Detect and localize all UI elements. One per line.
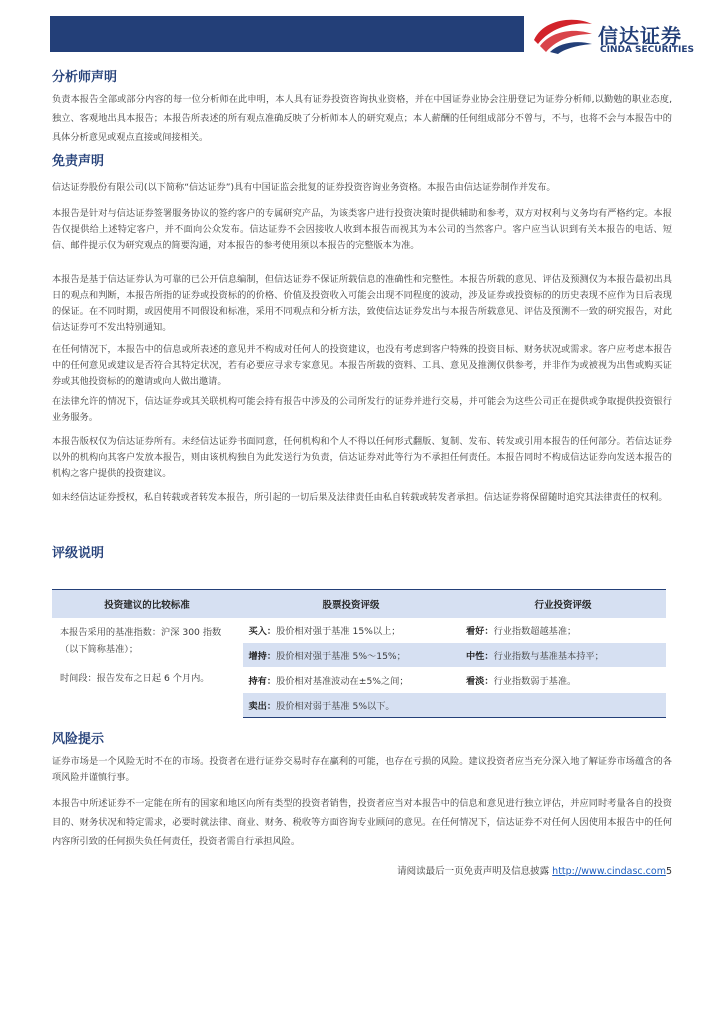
rating-standard-period: 时间段：报告发布之日起 6 个月内。 [60,672,210,684]
industry-rating-cell [460,693,666,718]
risk-title: 风险提示 [52,732,105,747]
stock-rating-desc: 股价相对基准波动在±5%之间； [276,676,409,687]
disclaimer-title: 免责声明 [52,154,105,169]
stock-rating-term: 增持： [248,651,277,662]
rating-header-industry: 行业投资评级 [460,590,666,618]
stock-rating-cell [242,668,460,693]
disclaimer-paragraph: 本报告是基于信达证券认为可靠的已公开信息编制，但信达证券不保证所载信息的准确性和完整性。本报告所载的意见、评估及预测仅为本报告最初出具日的观点和判断，本报告所指的证券或投资标的的价格、价值及投资收入可能会出现不同程度的波动，涉及证券或投资标的的历史表现不应作为日后表现的保证。在不同时期，或因使用不同假设和标准，采用不同观点和分析方法，致使信达证券发出与本报告所载意见、评估及预测不一致的研究报告，对此信达证券可不发出特别通知。 [52,274,672,333]
logo-english-name: CINDA SECURITIES [600,45,694,55]
footer-website-link[interactable]: http://www.cindasc.com [552,866,666,877]
rating-table-header-row [52,590,666,618]
risk-paragraph: 本报告中所述证券不一定能在所有的国家和地区向所有类型的投资者销售，投资者应当对本报告中的信息和意见进行独立评估，并应同时考量各自的投资目的、财务状况和特定需求，必要时就法律、商业、财务、税收等方面咨询专业顾问的意见。在任何情况下，信达证券不对任何人因使用本报告中的任何内容所引致的任何损失负任何责任，投资者需自行承担风险。 [52,798,672,847]
stock-rating-desc: 股价相对强于基准 5%～15%； [276,651,406,662]
analyst-statement-title: 分析师声明 [52,70,118,85]
disclaimer-paragraph: 本报告是针对与信达证券签署服务协议的签约客户的专属研究产品，为该类客户进行投资决策时提供辅助和参考，双方对权利与义务均有严格约定。本报告仅提供给上述特定客户，并不面向公众发布。信达证券不会因接收人收到本报告而视其为本公司的当然客户。客户应当认识到有关本报告的电话、短信、邮件提示仅为研究观点的简要沟通，对本报告的参考使用须以本报告的完整版本为准。 [52,208,672,251]
cinda-swoosh-icon [530,14,596,56]
stock-rating-term: 持有： [248,676,277,687]
disclaimer-paragraph: 在任何情况下，本报告中的信息或所表述的意见并不构成对任何人的投资建议，也没有考虑到客户特殊的投资目标、财务状况或需求。客户应考虑本报告中的任何意见或建议是否符合其特定状况，若有必要应寻求专家意见。本报告所载的资料、工具、意见及推测仅供参考，并非作为或被视为出售或购买证券或其他投资标的的邀请或向人做出邀请。 [52,344,672,387]
stock-rating-cell [242,693,460,718]
header-bar [50,16,524,52]
stock-rating-cell [242,618,460,643]
rating-table [52,589,666,718]
industry-rating-term: 看好： [466,625,494,637]
disclaimer-paragraph: 本报告版权仅为信达证券所有。未经信达证券书面同意，任何机构和个人不得以任何形式翻版、复制、发布、转发或引用本报告的任何部分。若信达证券以外的机构向其客户发放本报告，则由该机构独自为此发送行为负责，信达证券对此等行为不承担任何责任。本报告同时不构成信达证券向发送本报告的机构之客户提供的投资建议。 [52,436,672,479]
rating-header-standard: 投资建议的比较标准 [52,590,242,618]
industry-rating-desc: 行业指数超越基准； [493,625,577,637]
industry-rating-cell [460,668,666,693]
risk-paragraph: 证券市场是一个风险无时不在的市场。投资者在进行证券交易时存在赢利的可能，也存在亏损的风险。建议投资者应当充分深入地了解证券市场蕴含的各项风险并谨慎行事。 [52,756,672,783]
industry-rating-term: 看淡： [466,676,494,687]
logo-chinese-name: 信达证券 [598,24,682,48]
cinda-logo [530,14,710,56]
rating-title: 评级说明 [52,546,105,561]
analyst-statement-text: 负责本报告全部或部分内容的每一位分析师在此申明，本人具有证券投资咨询执业资格，并在中国证券业协会注册登记为证券分析师,以勤勉的职业态度,独立、客观地出具本报告；本报告所表述的所有观点准确反映了分析师本人的研究观点；本人薪酬的任何组成部分不曾与，不与，也将不会与本报告中的具体分析意见或观点直接或间接相关。 [52,94,672,143]
industry-rating-cell [460,643,666,668]
page-number: 5 [665,866,672,877]
footer-text: 请阅读最后一页免责声明及信息披露 [397,866,553,877]
rating-standard-cell [52,618,242,718]
stock-rating-desc: 股价相对强于基准 15%以上； [276,625,401,637]
table-row [52,618,666,643]
stock-rating-desc: 股价相对弱于基准 5%以下。 [276,701,395,712]
disclaimer-paragraph: 在法律允许的情况下，信达证券或其关联机构可能会持有报告中涉及的公司所发行的证券并进行交易，并可能会为这些公司正在提供或争取提供投资银行业务服务。 [52,396,672,423]
page-footer [397,863,672,877]
disclaimer-paragraph: 信达证券股份有限公司(以下简称“信达证券”)具有中国证监会批复的证券投资咨询业务资格。本报告由信达证券制作并发布。 [52,182,556,193]
industry-rating-desc: 行业指数弱于基准。 [493,676,577,687]
disclaimer-paragraph: 如未经信达证券授权，私自转载或者转发本报告，所引起的一切后果及法律责任由私自转载或转发者承担。信达证券将保留随时追究其法律责任的权利。 [52,492,668,503]
stock-rating-term: 买入： [248,625,277,637]
industry-rating-desc: 行业指数与基准基本持平； [493,651,604,662]
stock-rating-term: 卖出： [248,701,277,712]
rating-header-stock: 股票投资评级 [242,590,460,618]
stock-rating-cell [242,643,460,668]
industry-rating-term: 中性： [466,651,494,662]
industry-rating-cell [460,618,666,643]
rating-standard-benchmark: 本报告采用的基准指数：沪深 300 指数（以下简称基准）； [60,626,222,655]
